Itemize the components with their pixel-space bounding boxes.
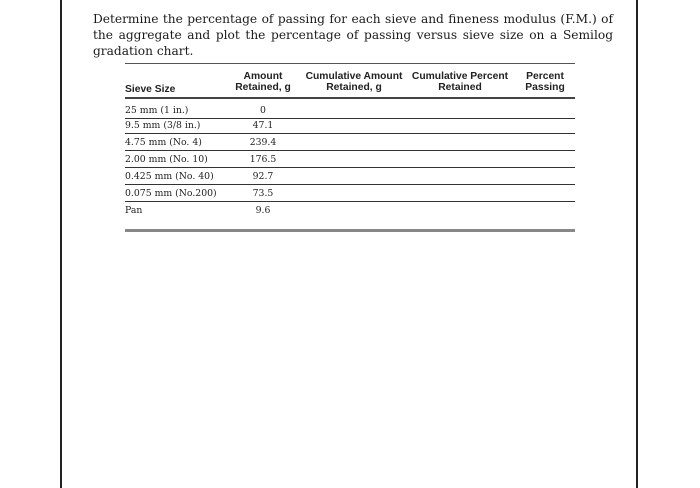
table-row	[125, 153, 575, 167]
header-cumpct-line1: Cumulative Percent	[411, 71, 509, 82]
amount-retained-cell: 176.5	[249, 154, 277, 165]
table-top-rule	[125, 63, 575, 64]
table-row	[125, 104, 575, 118]
header-cumpct-line2: Retained	[438, 82, 482, 93]
table-header-rule	[125, 97, 575, 99]
header-cumamt-line2: Retained, g	[326, 82, 382, 93]
header-pass-line1: Percent	[526, 71, 564, 82]
header-amount-line2: Retained, g	[235, 82, 291, 93]
question-text: Determine the percentage of passing for each sieve and fineness modulus (F.M.) of the aggregate and plot the percentage of passing versus sieve size on a Semilog gradation chart.	[93, 12, 613, 58]
sieve-size-cell: 2.00 mm (No. 10)	[125, 154, 208, 165]
sieve-size-cell: 0.425 mm (No. 40)	[125, 171, 214, 182]
sieve-size-cell: 0.075 mm (No.200)	[125, 188, 217, 199]
amount-retained-cell: 47.1	[252, 120, 274, 131]
table-bottom-rule	[125, 229, 575, 232]
row-divider	[125, 167, 575, 168]
header-percent-passing	[517, 71, 573, 93]
amount-retained-cell: 239.4	[249, 137, 277, 148]
row-divider	[125, 201, 575, 202]
header-amount-line1: Amount	[243, 71, 283, 82]
amount-retained-cell: 9.6	[255, 205, 271, 216]
sieve-size-cell: 25 mm (1 in.)	[125, 105, 189, 116]
header-cumamt-line1: Cumulative Amount	[305, 71, 403, 82]
row-divider	[125, 184, 575, 185]
header-cumulative-percent	[409, 71, 511, 93]
table-row	[125, 204, 575, 218]
header-amount-retained	[231, 71, 295, 93]
table-row	[125, 170, 575, 184]
header-pass-line2: Passing	[525, 82, 565, 93]
sieve-size-cell: Pan	[125, 205, 143, 216]
sieve-size-cell: 4.75 mm (No. 4)	[125, 137, 202, 148]
header-cumulative-amount	[301, 71, 407, 93]
row-divider	[125, 133, 575, 134]
amount-retained-cell: 73.5	[252, 188, 274, 199]
amount-retained-cell: 0	[260, 105, 266, 116]
table-row	[125, 119, 575, 133]
row-divider	[125, 150, 575, 151]
table-row	[125, 187, 575, 201]
table-row	[125, 136, 575, 150]
sieve-size-cell: 9.5 mm (3/8 in.)	[125, 120, 201, 131]
header-sieve-size	[125, 84, 175, 95]
amount-retained-cell: 92.7	[252, 171, 274, 182]
header-sieve-size-label: Sieve Size	[125, 84, 176, 95]
